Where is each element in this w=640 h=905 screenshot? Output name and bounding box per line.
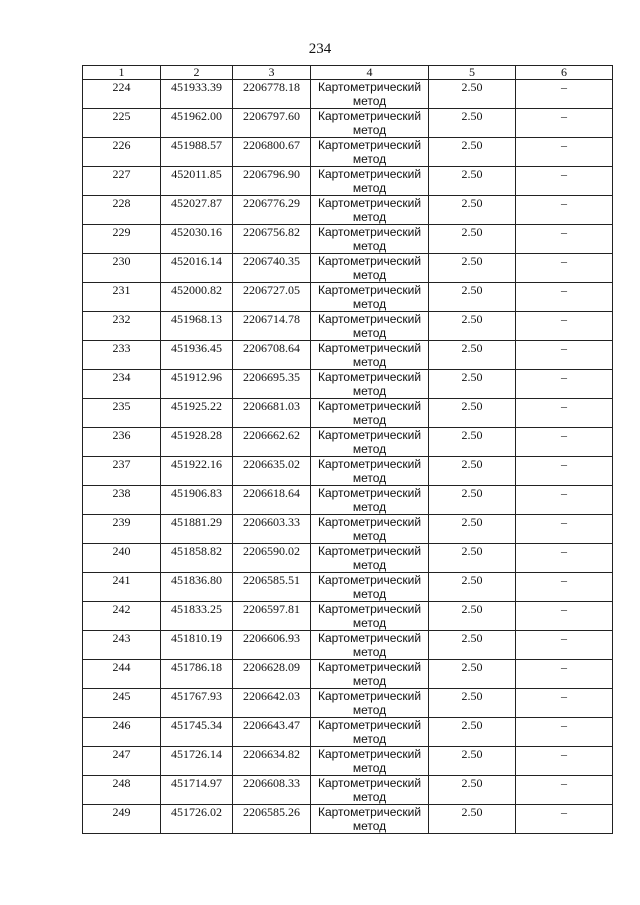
point-number-cell: 239	[83, 515, 161, 544]
coordinates-table	[82, 65, 613, 834]
note-cell: –	[516, 109, 613, 138]
method-line-1: Картометрический	[317, 486, 422, 500]
method-line-2: метод	[352, 587, 387, 601]
note-cell: –	[516, 544, 613, 573]
accuracy-cell: 2.50	[429, 747, 516, 776]
method-cell	[311, 660, 429, 689]
y-coordinate-cell: 2206714.78	[233, 312, 311, 341]
method-line-2: метод	[352, 384, 387, 398]
method-line-1: Картометрический	[317, 109, 422, 123]
note-cell: –	[516, 283, 613, 312]
note-cell: –	[516, 631, 613, 660]
method-cell	[311, 399, 429, 428]
point-number-cell: 230	[83, 254, 161, 283]
method-line-1: Картометрический	[317, 138, 422, 152]
table-row	[83, 196, 613, 225]
point-number-cell: 228	[83, 196, 161, 225]
accuracy-cell: 2.50	[429, 544, 516, 573]
table-row	[83, 341, 613, 370]
table-row	[83, 312, 613, 341]
x-coordinate-cell: 451928.28	[161, 428, 233, 457]
method-line-2: метод	[352, 674, 387, 688]
accuracy-cell: 2.50	[429, 718, 516, 747]
method-line-2: метод	[352, 297, 387, 311]
method-line-2: метод	[352, 703, 387, 717]
method-cell	[311, 109, 429, 138]
table-row	[83, 573, 613, 602]
note-cell: –	[516, 428, 613, 457]
method-line-1: Картометрический	[317, 515, 422, 529]
method-line-2: метод	[352, 413, 387, 427]
y-coordinate-cell: 2206603.33	[233, 515, 311, 544]
point-number-cell: 227	[83, 167, 161, 196]
accuracy-cell: 2.50	[429, 167, 516, 196]
table-row	[83, 80, 613, 109]
point-number-cell: 244	[83, 660, 161, 689]
x-coordinate-cell: 451881.29	[161, 515, 233, 544]
table-row	[83, 486, 613, 515]
y-coordinate-cell: 2206695.35	[233, 370, 311, 399]
method-line-1: Картометрический	[317, 312, 422, 326]
point-number-cell: 224	[83, 80, 161, 109]
point-number-cell: 225	[83, 109, 161, 138]
table-row	[83, 602, 613, 631]
point-number-cell: 248	[83, 776, 161, 805]
note-cell: –	[516, 660, 613, 689]
method-cell	[311, 718, 429, 747]
table-row	[83, 370, 613, 399]
method-line-2: метод	[352, 268, 387, 282]
method-line-2: метод	[352, 326, 387, 340]
method-line-1: Картометрический	[317, 689, 422, 703]
y-coordinate-cell: 2206642.03	[233, 689, 311, 718]
x-coordinate-cell: 451962.00	[161, 109, 233, 138]
point-number-cell: 249	[83, 805, 161, 834]
table-row	[83, 254, 613, 283]
y-coordinate-cell: 2206597.81	[233, 602, 311, 631]
table-row	[83, 747, 613, 776]
x-coordinate-cell: 451933.39	[161, 80, 233, 109]
x-coordinate-cell: 451936.45	[161, 341, 233, 370]
x-coordinate-cell: 451988.57	[161, 138, 233, 167]
method-line-1: Картометрический	[317, 370, 422, 384]
x-coordinate-cell: 452011.85	[161, 167, 233, 196]
accuracy-cell: 2.50	[429, 631, 516, 660]
x-coordinate-cell: 451833.25	[161, 602, 233, 631]
y-coordinate-cell: 2206708.64	[233, 341, 311, 370]
accuracy-cell: 2.50	[429, 573, 516, 602]
method-line-1: Картометрический	[317, 80, 422, 94]
point-number-cell: 233	[83, 341, 161, 370]
table-row	[83, 805, 613, 834]
note-cell: –	[516, 573, 613, 602]
y-coordinate-cell: 2206643.47	[233, 718, 311, 747]
note-cell: –	[516, 776, 613, 805]
method-line-1: Картометрический	[317, 602, 422, 616]
note-cell: –	[516, 805, 613, 834]
table-header	[83, 66, 613, 80]
table-row	[83, 544, 613, 573]
y-coordinate-cell: 2206662.62	[233, 428, 311, 457]
point-number-cell: 232	[83, 312, 161, 341]
x-coordinate-cell: 451906.83	[161, 486, 233, 515]
method-cell	[311, 225, 429, 254]
method-line-2: метод	[352, 819, 387, 833]
method-line-2: метод	[352, 239, 387, 253]
method-cell	[311, 167, 429, 196]
y-coordinate-cell: 2206634.82	[233, 747, 311, 776]
point-number-cell: 247	[83, 747, 161, 776]
method-line-2: метод	[352, 152, 387, 166]
point-number-cell: 246	[83, 718, 161, 747]
note-cell: –	[516, 747, 613, 776]
table-row	[83, 515, 613, 544]
y-coordinate-cell: 2206756.82	[233, 225, 311, 254]
method-line-1: Картометрический	[317, 776, 422, 790]
method-line-1: Картометрический	[317, 631, 422, 645]
x-coordinate-cell: 452027.87	[161, 196, 233, 225]
y-coordinate-cell: 2206800.67	[233, 138, 311, 167]
point-number-cell: 237	[83, 457, 161, 486]
method-cell	[311, 312, 429, 341]
point-number-cell: 231	[83, 283, 161, 312]
table-body	[83, 80, 613, 834]
note-cell: –	[516, 312, 613, 341]
method-cell	[311, 80, 429, 109]
accuracy-cell: 2.50	[429, 80, 516, 109]
table-row	[83, 718, 613, 747]
method-line-1: Картометрический	[317, 399, 422, 413]
method-line-1: Картометрический	[317, 225, 422, 239]
x-coordinate-cell: 452030.16	[161, 225, 233, 254]
accuracy-cell: 2.50	[429, 457, 516, 486]
method-line-1: Картометрический	[317, 573, 422, 587]
method-line-2: метод	[352, 790, 387, 804]
method-cell	[311, 283, 429, 312]
method-line-1: Картометрический	[317, 660, 422, 674]
method-cell	[311, 805, 429, 834]
accuracy-cell: 2.50	[429, 312, 516, 341]
x-coordinate-cell: 451858.82	[161, 544, 233, 573]
table-row	[83, 283, 613, 312]
method-line-1: Картометрический	[317, 428, 422, 442]
column-header: 2	[161, 66, 233, 80]
x-coordinate-cell: 451922.16	[161, 457, 233, 486]
method-line-1: Картометрический	[317, 167, 422, 181]
accuracy-cell: 2.50	[429, 225, 516, 254]
note-cell: –	[516, 254, 613, 283]
point-number-cell: 240	[83, 544, 161, 573]
method-cell	[311, 138, 429, 167]
x-coordinate-cell: 451912.96	[161, 370, 233, 399]
x-coordinate-cell: 451767.93	[161, 689, 233, 718]
table-row	[83, 457, 613, 486]
column-header: 1	[83, 66, 161, 80]
point-number-cell: 241	[83, 573, 161, 602]
accuracy-cell: 2.50	[429, 109, 516, 138]
method-line-1: Картометрический	[317, 283, 422, 297]
x-coordinate-cell: 451714.97	[161, 776, 233, 805]
method-line-2: метод	[352, 181, 387, 195]
y-coordinate-cell: 2206681.03	[233, 399, 311, 428]
table-row	[83, 399, 613, 428]
method-cell	[311, 428, 429, 457]
note-cell: –	[516, 167, 613, 196]
note-cell: –	[516, 486, 613, 515]
table-row	[83, 428, 613, 457]
method-cell	[311, 486, 429, 515]
page-number: 234	[308, 41, 332, 57]
accuracy-cell: 2.50	[429, 805, 516, 834]
accuracy-cell: 2.50	[429, 776, 516, 805]
table-row	[83, 167, 613, 196]
accuracy-cell: 2.50	[429, 689, 516, 718]
point-number-cell: 234	[83, 370, 161, 399]
accuracy-cell: 2.50	[429, 283, 516, 312]
y-coordinate-cell: 2206585.51	[233, 573, 311, 602]
y-coordinate-cell: 2206776.29	[233, 196, 311, 225]
y-coordinate-cell: 2206618.64	[233, 486, 311, 515]
x-coordinate-cell: 451925.22	[161, 399, 233, 428]
note-cell: –	[516, 196, 613, 225]
point-number-cell: 229	[83, 225, 161, 254]
table-row	[83, 631, 613, 660]
method-line-1: Картометрический	[317, 457, 422, 471]
method-cell	[311, 573, 429, 602]
header-row	[83, 66, 613, 80]
note-cell: –	[516, 225, 613, 254]
method-line-2: метод	[352, 732, 387, 746]
method-line-1: Картометрический	[317, 747, 422, 761]
method-line-2: метод	[352, 442, 387, 456]
x-coordinate-cell: 451836.80	[161, 573, 233, 602]
y-coordinate-cell: 2206778.18	[233, 80, 311, 109]
x-coordinate-cell: 451968.13	[161, 312, 233, 341]
y-coordinate-cell: 2206740.35	[233, 254, 311, 283]
x-coordinate-cell: 451786.18	[161, 660, 233, 689]
method-line-2: метод	[352, 94, 387, 108]
method-line-1: Картометрический	[317, 805, 422, 819]
column-header: 5	[429, 66, 516, 80]
y-coordinate-cell: 2206727.05	[233, 283, 311, 312]
point-number-cell: 245	[83, 689, 161, 718]
method-line-2: метод	[352, 471, 387, 485]
method-cell	[311, 341, 429, 370]
accuracy-cell: 2.50	[429, 370, 516, 399]
y-coordinate-cell: 2206606.93	[233, 631, 311, 660]
method-cell	[311, 544, 429, 573]
method-cell	[311, 196, 429, 225]
point-number-cell: 235	[83, 399, 161, 428]
table-row	[83, 776, 613, 805]
x-coordinate-cell: 451726.14	[161, 747, 233, 776]
accuracy-cell: 2.50	[429, 428, 516, 457]
y-coordinate-cell: 2206585.26	[233, 805, 311, 834]
accuracy-cell: 2.50	[429, 486, 516, 515]
method-cell	[311, 747, 429, 776]
point-number-cell: 236	[83, 428, 161, 457]
table-row	[83, 660, 613, 689]
y-coordinate-cell: 2206796.90	[233, 167, 311, 196]
accuracy-cell: 2.50	[429, 341, 516, 370]
method-line-2: метод	[352, 210, 387, 224]
note-cell: –	[516, 515, 613, 544]
method-line-2: метод	[352, 355, 387, 369]
table-row	[83, 225, 613, 254]
method-line-2: метод	[352, 616, 387, 630]
method-line-2: метод	[352, 645, 387, 659]
table-row	[83, 138, 613, 167]
table-row	[83, 689, 613, 718]
method-line-2: метод	[352, 529, 387, 543]
note-cell: –	[516, 399, 613, 428]
method-cell	[311, 254, 429, 283]
point-number-cell: 238	[83, 486, 161, 515]
accuracy-cell: 2.50	[429, 138, 516, 167]
accuracy-cell: 2.50	[429, 602, 516, 631]
method-line-1: Картометрический	[317, 718, 422, 732]
method-cell	[311, 515, 429, 544]
point-number-cell: 226	[83, 138, 161, 167]
accuracy-cell: 2.50	[429, 399, 516, 428]
method-cell	[311, 602, 429, 631]
note-cell: –	[516, 602, 613, 631]
method-cell	[311, 370, 429, 399]
y-coordinate-cell: 2206635.02	[233, 457, 311, 486]
y-coordinate-cell: 2206608.33	[233, 776, 311, 805]
method-line-1: Картометрический	[317, 544, 422, 558]
method-cell	[311, 776, 429, 805]
accuracy-cell: 2.50	[429, 196, 516, 225]
method-cell	[311, 631, 429, 660]
method-line-2: метод	[352, 558, 387, 572]
method-line-2: метод	[352, 123, 387, 137]
method-line-2: метод	[352, 500, 387, 514]
point-number-cell: 243	[83, 631, 161, 660]
method-line-1: Картометрический	[317, 254, 422, 268]
method-line-1: Картометрический	[317, 196, 422, 210]
column-header: 6	[516, 66, 613, 80]
method-cell	[311, 457, 429, 486]
y-coordinate-cell: 2206590.02	[233, 544, 311, 573]
y-coordinate-cell: 2206628.09	[233, 660, 311, 689]
accuracy-cell: 2.50	[429, 254, 516, 283]
table-row	[83, 109, 613, 138]
x-coordinate-cell: 452016.14	[161, 254, 233, 283]
y-coordinate-cell: 2206797.60	[233, 109, 311, 138]
note-cell: –	[516, 80, 613, 109]
point-number-cell: 242	[83, 602, 161, 631]
note-cell: –	[516, 138, 613, 167]
method-line-1: Картометрический	[317, 341, 422, 355]
note-cell: –	[516, 341, 613, 370]
accuracy-cell: 2.50	[429, 515, 516, 544]
method-line-2: метод	[352, 761, 387, 775]
method-cell	[311, 689, 429, 718]
accuracy-cell: 2.50	[429, 660, 516, 689]
x-coordinate-cell: 451726.02	[161, 805, 233, 834]
note-cell: –	[516, 689, 613, 718]
x-coordinate-cell: 451745.34	[161, 718, 233, 747]
column-header: 3	[233, 66, 311, 80]
column-header: 4	[311, 66, 429, 80]
note-cell: –	[516, 370, 613, 399]
x-coordinate-cell: 452000.82	[161, 283, 233, 312]
x-coordinate-cell: 451810.19	[161, 631, 233, 660]
note-cell: –	[516, 457, 613, 486]
note-cell: –	[516, 718, 613, 747]
